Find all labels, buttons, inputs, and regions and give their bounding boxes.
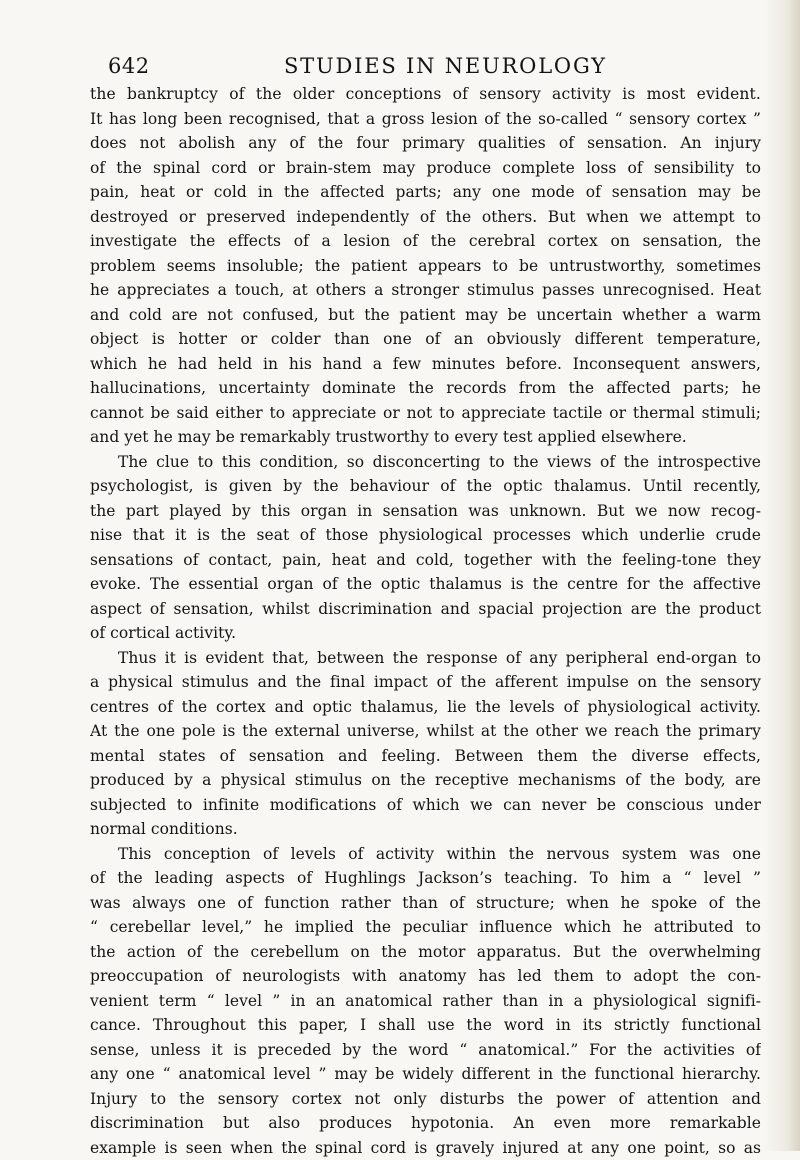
text-line: normal conditions. bbox=[90, 817, 761, 842]
text-line: was always one of function rather than of structure; when he spoke of the bbox=[90, 891, 761, 916]
text-line: psychologist, is given by the behaviour of the optic thalamus. Until recently, bbox=[90, 474, 761, 499]
text-line: investigate the effects of a lesion of the cerebral cortex on sensation, the bbox=[90, 229, 761, 254]
text-line: subjected to infinite modifications of which we can never be conscious under bbox=[90, 793, 761, 818]
text-line: which he had held in his hand a few minutes before. Inconsequent answers, bbox=[90, 352, 761, 377]
text-line: destroyed or preserved independently of the others. But when we attempt to bbox=[90, 205, 761, 230]
text-line: object is hotter or colder than one of an obviously different temperature, bbox=[90, 327, 761, 352]
text-line: the bankruptcy of the older conceptions of sensory activity is most evident. bbox=[90, 82, 761, 107]
body-text bbox=[90, 82, 761, 1160]
text-line: Injury to the sensory cortex not only disturbs the power of attention and bbox=[90, 1087, 761, 1112]
text-line: produced by a physical stimulus on the receptive mechanisms of the body, are bbox=[90, 768, 761, 793]
text-line: venient term “ level ” in an anatomical rather than in a physiological signifi- bbox=[90, 989, 761, 1014]
page-number: 642 bbox=[108, 54, 150, 78]
text-line: At the one pole is the external universe, whilst at the other we reach the primary bbox=[90, 719, 761, 744]
text-line: sense, unless it is preceded by the word “ anatomical.” For the activities of bbox=[90, 1038, 761, 1063]
paragraph-start-line: Thus it is evident that, between the response of any peripheral end-organ to bbox=[90, 646, 761, 671]
text-line: of cortical activity. bbox=[90, 621, 761, 646]
text-line: and yet he may be remarkably trustworthy to every test applied elsewhere. bbox=[90, 425, 761, 450]
text-line: pain, heat or cold in the affected parts; any one mode of sensation may be bbox=[90, 180, 761, 205]
text-line: a physical stimulus and the final impact of the afferent impulse on the sensory bbox=[90, 670, 761, 695]
text-line: mental states of sensation and feeling. Between them the diverse effects, bbox=[90, 744, 761, 769]
text-line: cance. Throughout this paper, I shall use the word in its strictly functional bbox=[90, 1013, 761, 1038]
text-line: the part played by this organ in sensation was unknown. But we now recog- bbox=[90, 499, 761, 524]
running-title: STUDIES IN NEUROLOGY bbox=[284, 54, 607, 78]
text-line: preoccupation of neurologists with anatomy has led them to adopt the con- bbox=[90, 964, 761, 989]
text-line: cannot be said either to appreciate or not to appreciate tactile or thermal stimuli; bbox=[90, 401, 761, 426]
text-line: and cold are not confused, but the patient may be uncertain whether a warm bbox=[90, 303, 761, 328]
text-line: any one “ anatomical level ” may be widely different in the functional hierarchy. bbox=[90, 1062, 761, 1087]
text-line: sensations of contact, pain, heat and cold, together with the feeling-tone they bbox=[90, 548, 761, 573]
text-line: “ cerebellar level,” he implied the peculiar influence which he attributed to bbox=[90, 915, 761, 940]
text-line: nise that it is the seat of those physiological processes which underlie crude bbox=[90, 523, 761, 548]
text-line: problem seems insoluble; the patient appears to be untrustworthy, sometimes bbox=[90, 254, 761, 279]
text-line: discrimination but also produces hypotonia. An even more remarkable bbox=[90, 1111, 761, 1136]
text-line: he appreciates a touch, at others a stronger stimulus passes unrecognised. Heat bbox=[90, 278, 761, 303]
text-line: hallucinations, uncertainty dominate the records from the affected parts; he bbox=[90, 376, 761, 401]
text-line: the action of the cerebellum on the motor apparatus. But the overwhelming bbox=[90, 940, 761, 965]
text-line: of the leading aspects of Hughlings Jackson’s teaching. To him a “ level ” bbox=[90, 866, 761, 891]
text-line: does not abolish any of the four primary qualities of sensation. An injury bbox=[90, 131, 761, 156]
text-line: centres of the cortex and optic thalamus, lie the levels of physiological activity. bbox=[90, 695, 761, 720]
text-line: aspect of sensation, whilst discrimination and spacial projection are the product bbox=[90, 597, 761, 622]
text-line: evoke. The essential organ of the optic thalamus is the centre for the affective bbox=[90, 572, 761, 597]
text-line: of the spinal cord or brain-stem may produce complete loss of sensibility to bbox=[90, 156, 761, 181]
paragraph-start-line: The clue to this condition, so disconcerting to the views of the introspective bbox=[90, 450, 761, 475]
text-line: It has long been recognised, that a gross lesion of the so-called “ sensory cortex ” bbox=[90, 107, 761, 132]
page-edge-shadow bbox=[764, 0, 800, 1151]
paragraph-start-line: This conception of levels of activity within the nervous system was one bbox=[90, 842, 761, 867]
text-line: example is seen when the spinal cord is gravely injured at any one point, so as bbox=[90, 1136, 761, 1160]
